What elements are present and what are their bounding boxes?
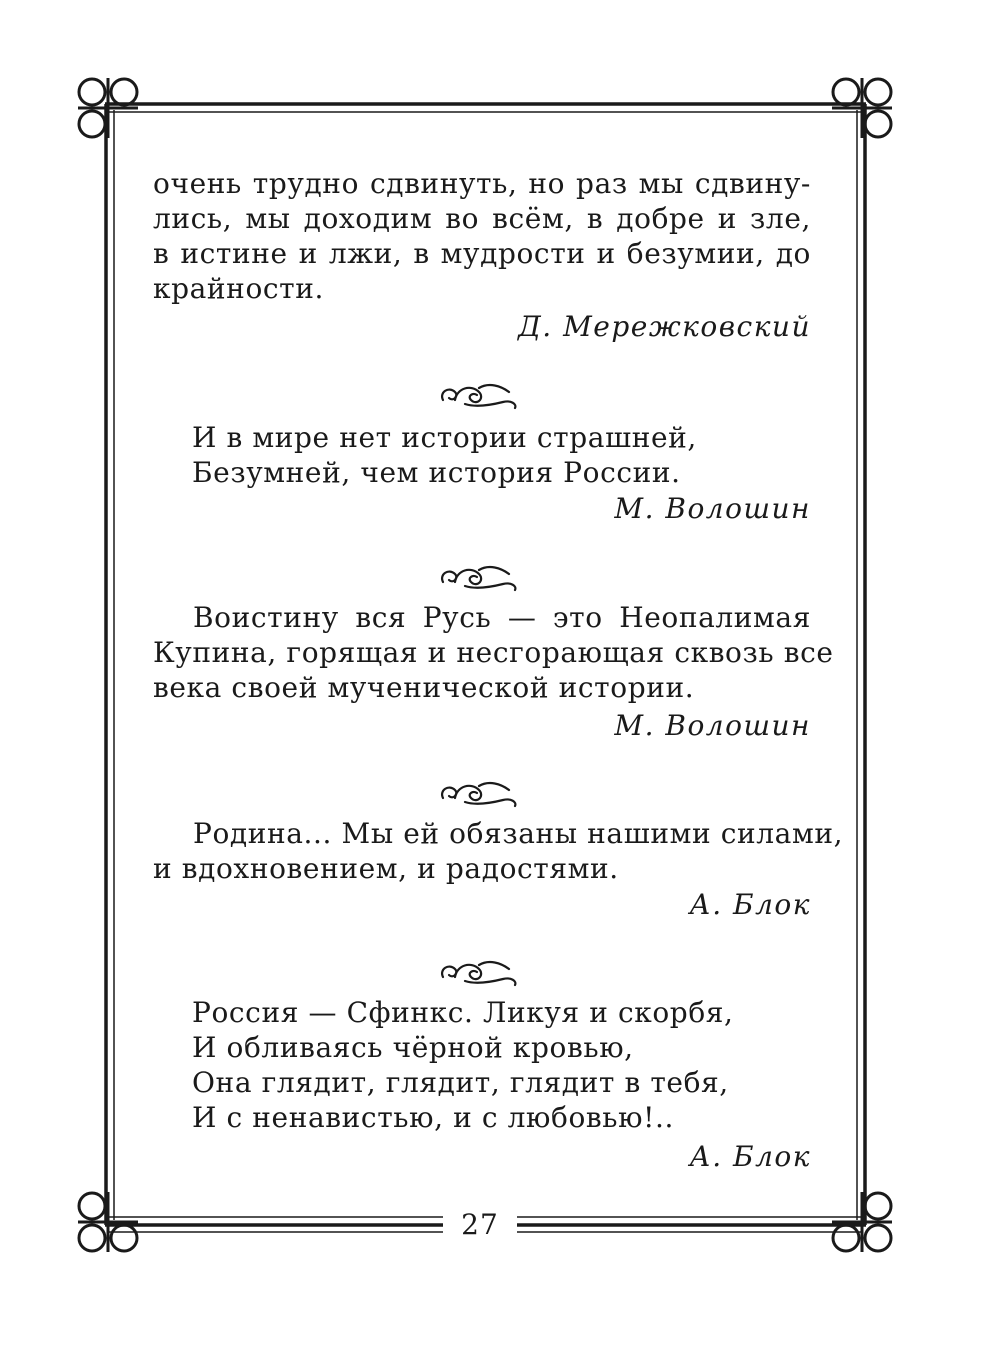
quote-blok-1 bbox=[153, 816, 844, 886]
scroll-ornament-icon bbox=[437, 955, 523, 987]
scroll-ornament-icon bbox=[437, 776, 523, 808]
quote-line: в истине и лжи, в мудрости и безумии, до bbox=[153, 237, 811, 270]
quote-line: крайности. bbox=[153, 272, 325, 305]
quote-line: лись, мы доходим во всём, в добре и зле, bbox=[153, 202, 811, 235]
quote-line: Безумней, чем история России. bbox=[192, 456, 681, 489]
corner-knot-icon bbox=[78, 1192, 138, 1252]
corner-knot-icon bbox=[832, 1192, 892, 1252]
quote-line: и вдохновением, и радостями. bbox=[153, 852, 619, 885]
corner-knot-icon bbox=[832, 78, 892, 138]
quote-author: А. Блок bbox=[689, 1140, 811, 1173]
quote-author: А. Блок bbox=[689, 888, 811, 921]
quote-line: века своей мученической истории. bbox=[153, 671, 695, 704]
quote-author: М. Волошин bbox=[614, 492, 811, 525]
quote-line: Воистину вся Русь — это Неопалимая bbox=[193, 601, 811, 634]
quote-line: Родина... Мы ей обязаны нашими силами, bbox=[193, 817, 844, 850]
corner-knot-icon bbox=[78, 78, 138, 138]
quote-author: М. Волошин bbox=[614, 709, 811, 742]
quote-merezhkovsky bbox=[153, 166, 811, 306]
page-number: 27 bbox=[461, 1208, 499, 1241]
quote-line: И с ненавистью, и с любовью!.. bbox=[192, 1101, 674, 1134]
quote-voloshin-1 bbox=[192, 420, 812, 490]
quote-line: Россия — Сфинкс. Ликуя и скорбя, bbox=[192, 996, 734, 1029]
quote-line: очень трудно сдвинуть, но раз мы сдвину- bbox=[153, 167, 811, 200]
quote-blok-2 bbox=[192, 995, 812, 1135]
quote-line: Купина, горящая и несгорающая сквозь все bbox=[153, 636, 834, 669]
quote-author: Д. Мережковский bbox=[518, 310, 811, 343]
quote-voloshin-2 bbox=[153, 600, 834, 705]
scroll-ornament-icon bbox=[437, 560, 523, 592]
quote-line: И в мире нет истории страшней, bbox=[192, 421, 697, 454]
quote-line: И обливаясь чёрной кровью, bbox=[192, 1031, 634, 1064]
quote-line: Она глядит, глядит, глядит в тебя, bbox=[192, 1066, 729, 1099]
scroll-ornament-icon bbox=[437, 378, 523, 410]
